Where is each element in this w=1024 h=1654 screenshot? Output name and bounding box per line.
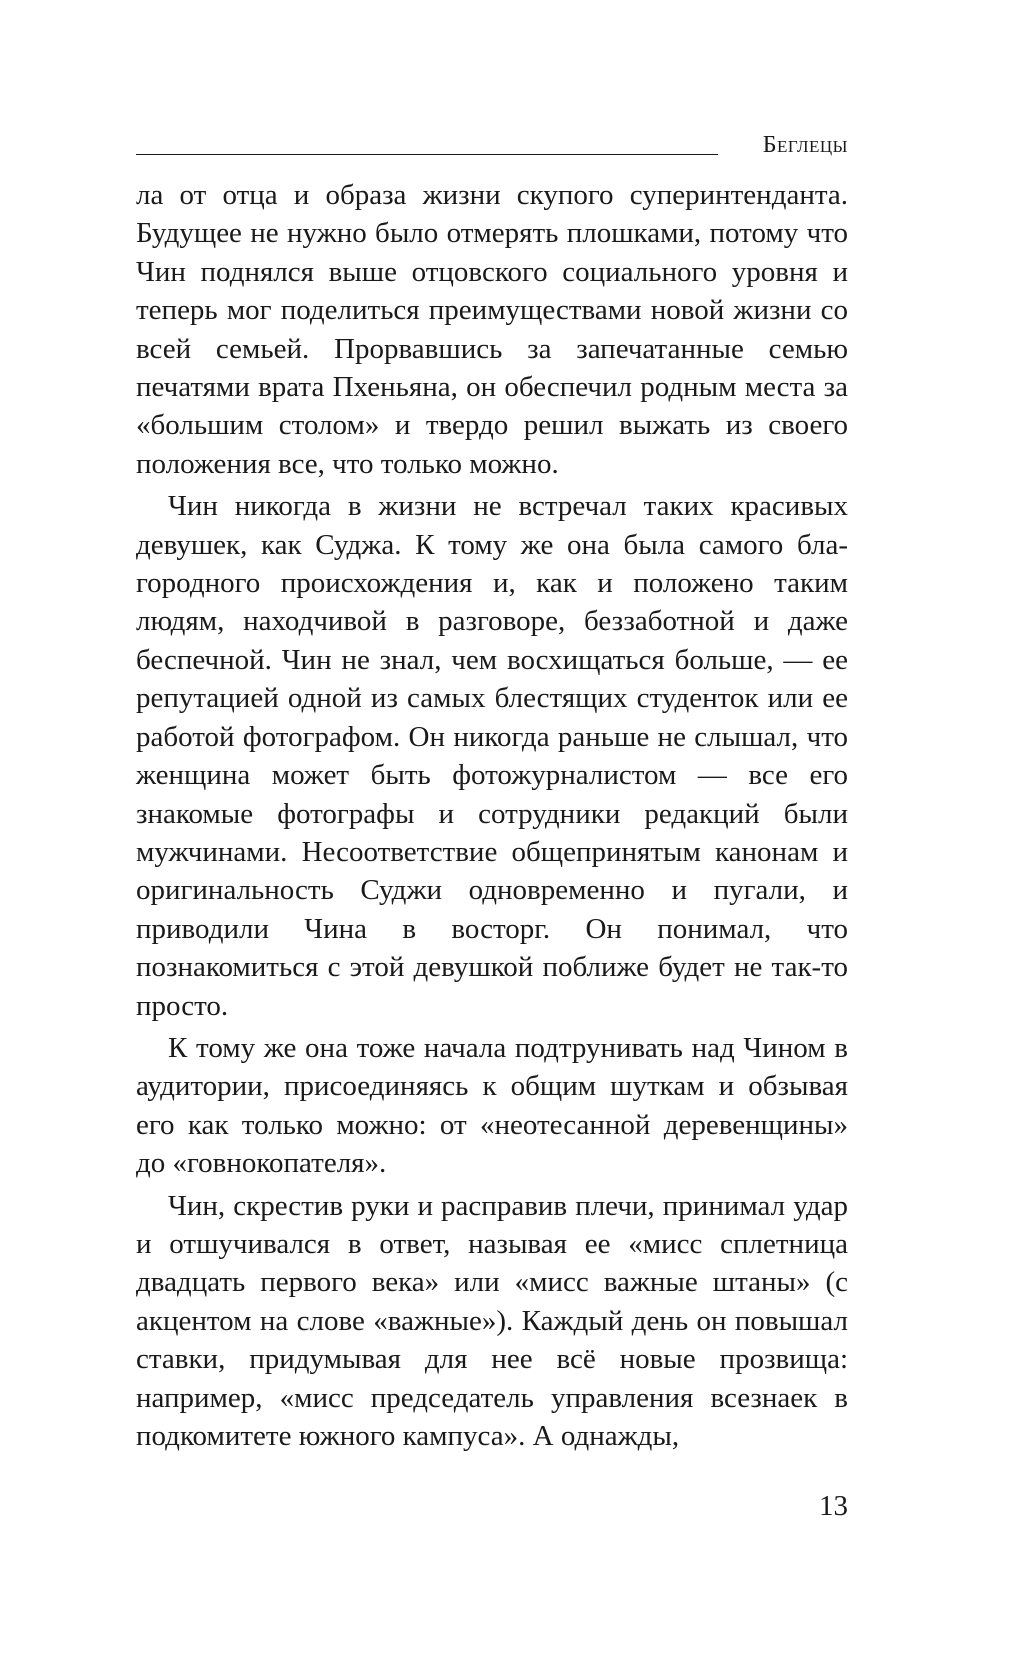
running-head-title: Беглецы xyxy=(762,132,848,158)
paragraph-3: К тому же она тоже начала подтрунивать над Чином в аудитории, присоединяясь к общим шуткам и обзывая его как только можно: от «неотесанной деревенщины» до «говнокопателя». xyxy=(136,1031,848,1180)
page-body xyxy=(136,176,848,1455)
paragraph-1: ла от отца и образа жизни скупого суперинтенданта. Будущее не нужно было отмерять плошками, потому что Чин поднялся выше отцовского социального уровня и теперь мог поделиться преимуществами новой жизни со всей семьей. Прорвавшись за запечатанные семью печатями врата Пхеньяна, он обеспечил родным места за «большим столом» и твердо решил выжать из своего положения все, что только можно. xyxy=(136,179,848,480)
paragraph-2: Чин никогда в жизни не встречал таких красивых девушек, как Суджа. К тому же она была самого благородного происхождения и, как и положено таким людям, находчивой в разговоре, беззаботной и даже беспечной. Чин не знал, чем восхищаться больше, — ее репутацией одной из самых блестящих студенток или ее работой фотографом. Он никогда раньше не слышал, что женщина может быть фотожурналистом — все его знакомые фотографы и сотрудники редакций были мужчинами. Несоответствие общепринятым канонам и оригинальность Суджи одновременно и пугали, и приводили Чина в восторг. Он понимал, что познакомиться с этой девушкой поближе будет не так-то просто. xyxy=(136,490,848,1022)
paragraph-4: Чин, скрестив руки и расправив плечи, принимал удар и отшучивался в ответ, называя ее «мисс сплетница двадцать первого века» или «мисс важные штаны» (с акцентом на слове «важные»). Каждый день он повышал ставки, придумывая для нее всё новые прозвища: например, «мисс председатель управления всезнаек в подкомитете южного кампуса». А однажды, xyxy=(136,1189,848,1452)
header-rule xyxy=(136,154,718,155)
page-number: 13 xyxy=(819,1490,848,1522)
running-head xyxy=(136,130,848,160)
